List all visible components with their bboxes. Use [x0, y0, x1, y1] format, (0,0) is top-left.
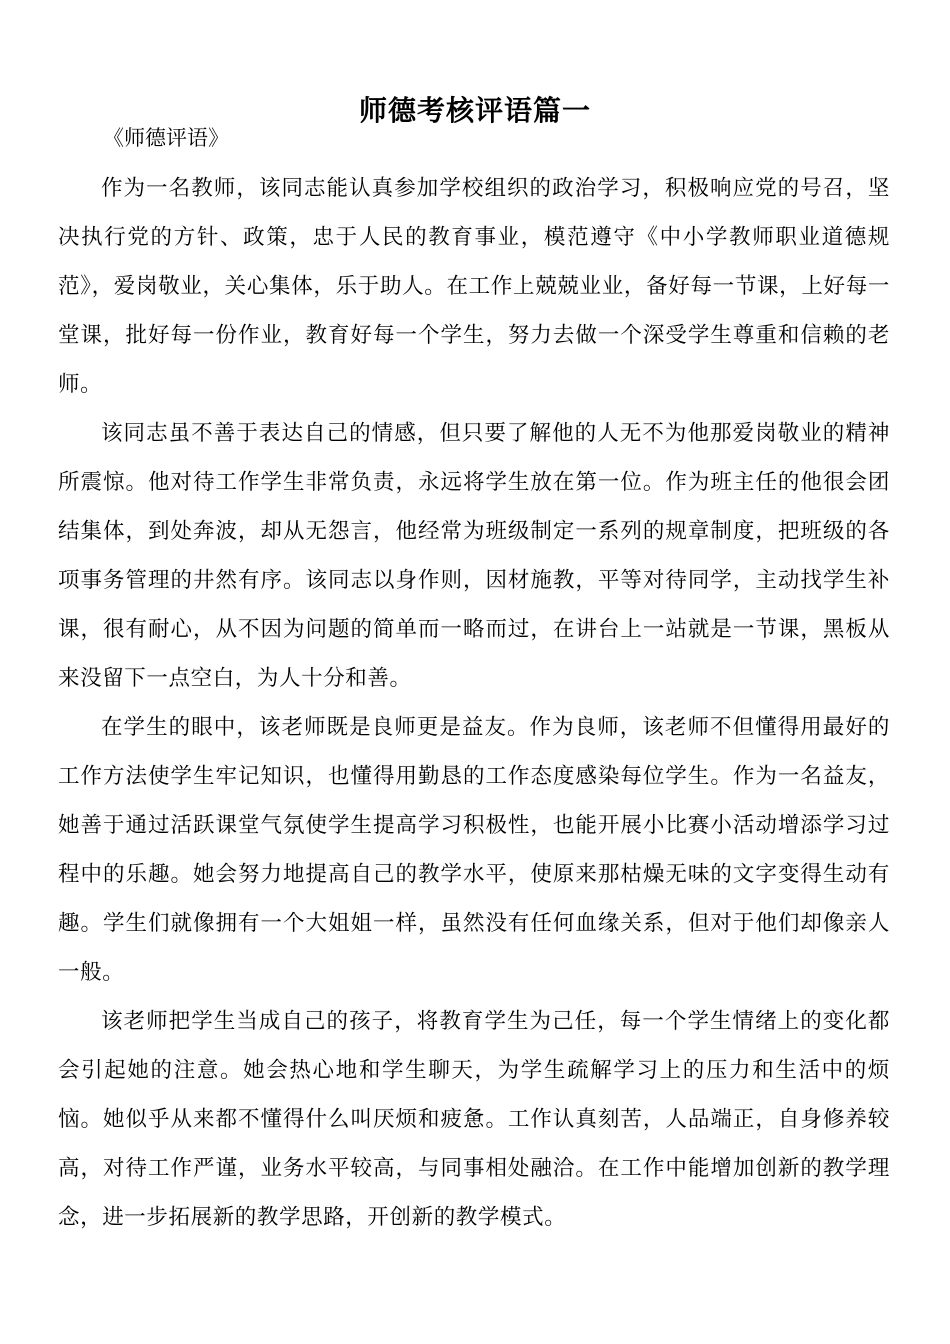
paragraph-3: 在学生的眼中，该老师既是良师更是益友。作为良师，该老师不但懂得用最好的工作方法使学生牢记知识，也懂得用勤恳的工作态度感染每位学生。作为一名益友，她善于通过活跃课堂气氛使学生提高学习积极性，也能开展小比赛小活动增添学习过程中的乐趣。她会努力地提高自己的教学水平，使原来那枯燥无味的文字变得生动有趣。学生们就像拥有一个大姐姐一样，虽然没有任何血缘关系，但对于他们却像亲人一般。	[58, 715, 890, 985]
document-body	[58, 164, 890, 1242]
paragraph-1: 作为一名教师，该同志能认真参加学校组织的政治学习，积极响应党的号召，坚决执行党的方针、政策，忠于人民的教育事业，模范遵守《中小学教师职业道德规范》，爱岗敬业，关心集体，乐于助人。在工作上兢兢业业，备好每一节课，上好每一堂课，批好每一份作业，教育好每一个学生，努力去做一个深受学生尊重和信赖的老师。	[58, 176, 890, 397]
paragraph-2: 该同志虽不善于表达自己的情感，但只要了解他的人无不为他那爱岗敬业的精神所震惊。他对待工作学生非常负责，永远将学生放在第一位。作为班主任的他很会团结集体，到处奔波，却从无怨言，他经常为班级制定一系列的规章制度，把班级的各项事务管理的井然有序。该同志以身作则，因材施教，平等对待同学，主动找学生补课，很有耐心，从不因为问题的简单而一略而过，在讲台上一站就是一节课，黑板从来没留下一点空白，为人十分和善。	[58, 421, 890, 691]
document-subtitle: 《师德评语》	[103, 126, 229, 150]
paragraph-4: 该老师把学生当成自己的孩子，将教育学生为己任，每一个学生情绪上的变化都会引起她的注意。她会热心地和学生聊天，为学生疏解学习上的压力和生活中的烦恼。她似乎从来都不懂得什么叫厌烦和疲惫。工作认真刻苦，人品端正，自身修养较高，对待工作严谨，业务水平较高，与同事相处融洽。在工作中能增加创新的教学理念，进一步拓展新的教学思路，开创新的教学模式。	[58, 1009, 890, 1230]
document-title: 师德考核评语篇一	[358, 93, 591, 127]
